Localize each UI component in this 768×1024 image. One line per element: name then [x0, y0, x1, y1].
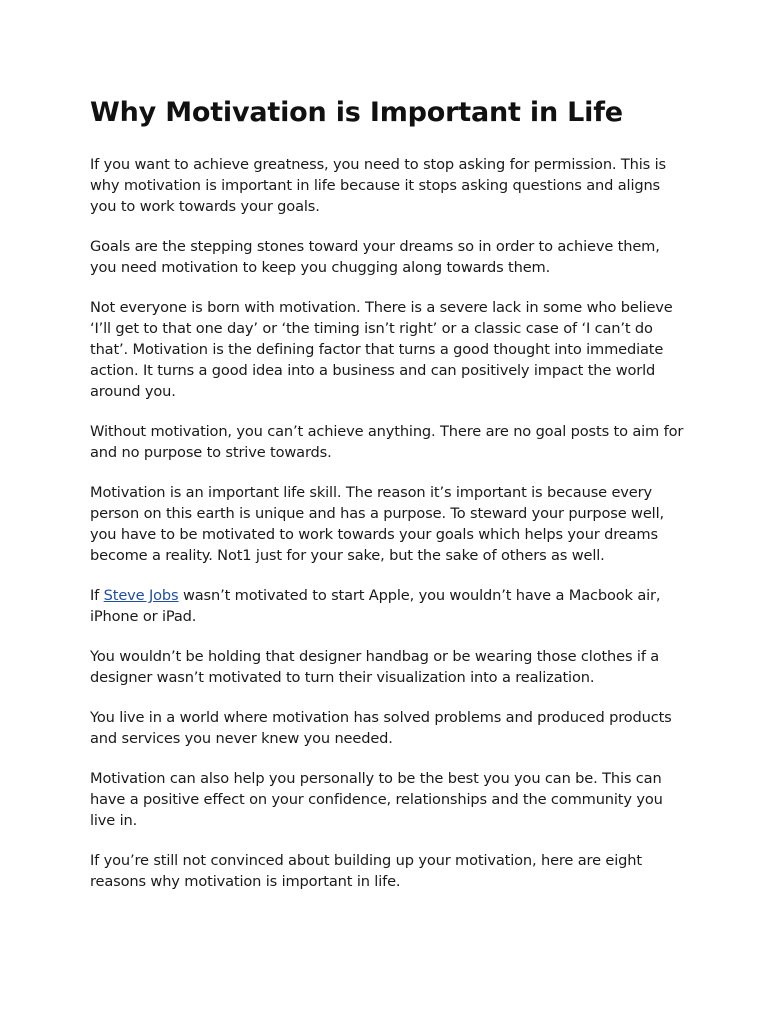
paragraph-1: If you want to achieve greatness, you need to stop asking for permission. This is why motivation is important in life because it stops asking questions and aligns you to work towards your goals.	[90, 156, 666, 215]
paragraph-7: You wouldn’t be holding that designer handbag or be wearing those clothes if a designer wasn’t motivated to turn their visualization into a realization.	[90, 648, 660, 686]
paragraph-6-prefix: If	[90, 587, 104, 604]
paragraph-6	[90, 585, 690, 627]
document-page	[90, 94, 690, 911]
paragraph-9: Motivation can also help you personally to be the best you you can be. This can have a positive effect on your confidence, relationships and the community you live in.	[90, 770, 663, 829]
paragraph-4: Without motivation, you can’t achieve anything. There are no goal posts to aim for and no purpose to strive towards.	[90, 423, 684, 461]
paragraph-8: You live in a world where motivation has solved problems and produced products and services you never knew you needed.	[90, 709, 672, 747]
paragraph-6-suffix: wasn’t motivated to start Apple, you wouldn’t have a Macbook air, iPhone or iPad.	[90, 587, 661, 625]
paragraph-3: Not everyone is born with motivation. There is a severe lack in some who believe ‘I’ll get to that one day’ or ‘the timing isn’t right’ or a classic case of ‘I can’t do that’. Motivation is the defining factor that turns a good thought into immediate action. It turns a good idea into a business and can positively impact the world around you.	[90, 299, 673, 400]
paragraph-2: Goals are the stepping stones toward your dreams so in order to achieve them, you need motivation to keep you chugging along towards them.	[90, 238, 660, 276]
document-title: Why Motivation is Important in Life	[90, 97, 623, 128]
steve-jobs-link[interactable]: Steve Jobs	[103, 587, 179, 604]
paragraph-10: If you’re still not convinced about building up your motivation, here are eight reasons why motivation is important in life.	[90, 852, 642, 890]
paragraph-5: Motivation is an important life skill. The reason it’s important is because every person on this earth is unique and has a purpose. To steward your purpose well, you have to be motivated to work towards your goals which helps your dreams become a reality. Not1 just for your sake, but the sake of others as well.	[90, 484, 664, 564]
